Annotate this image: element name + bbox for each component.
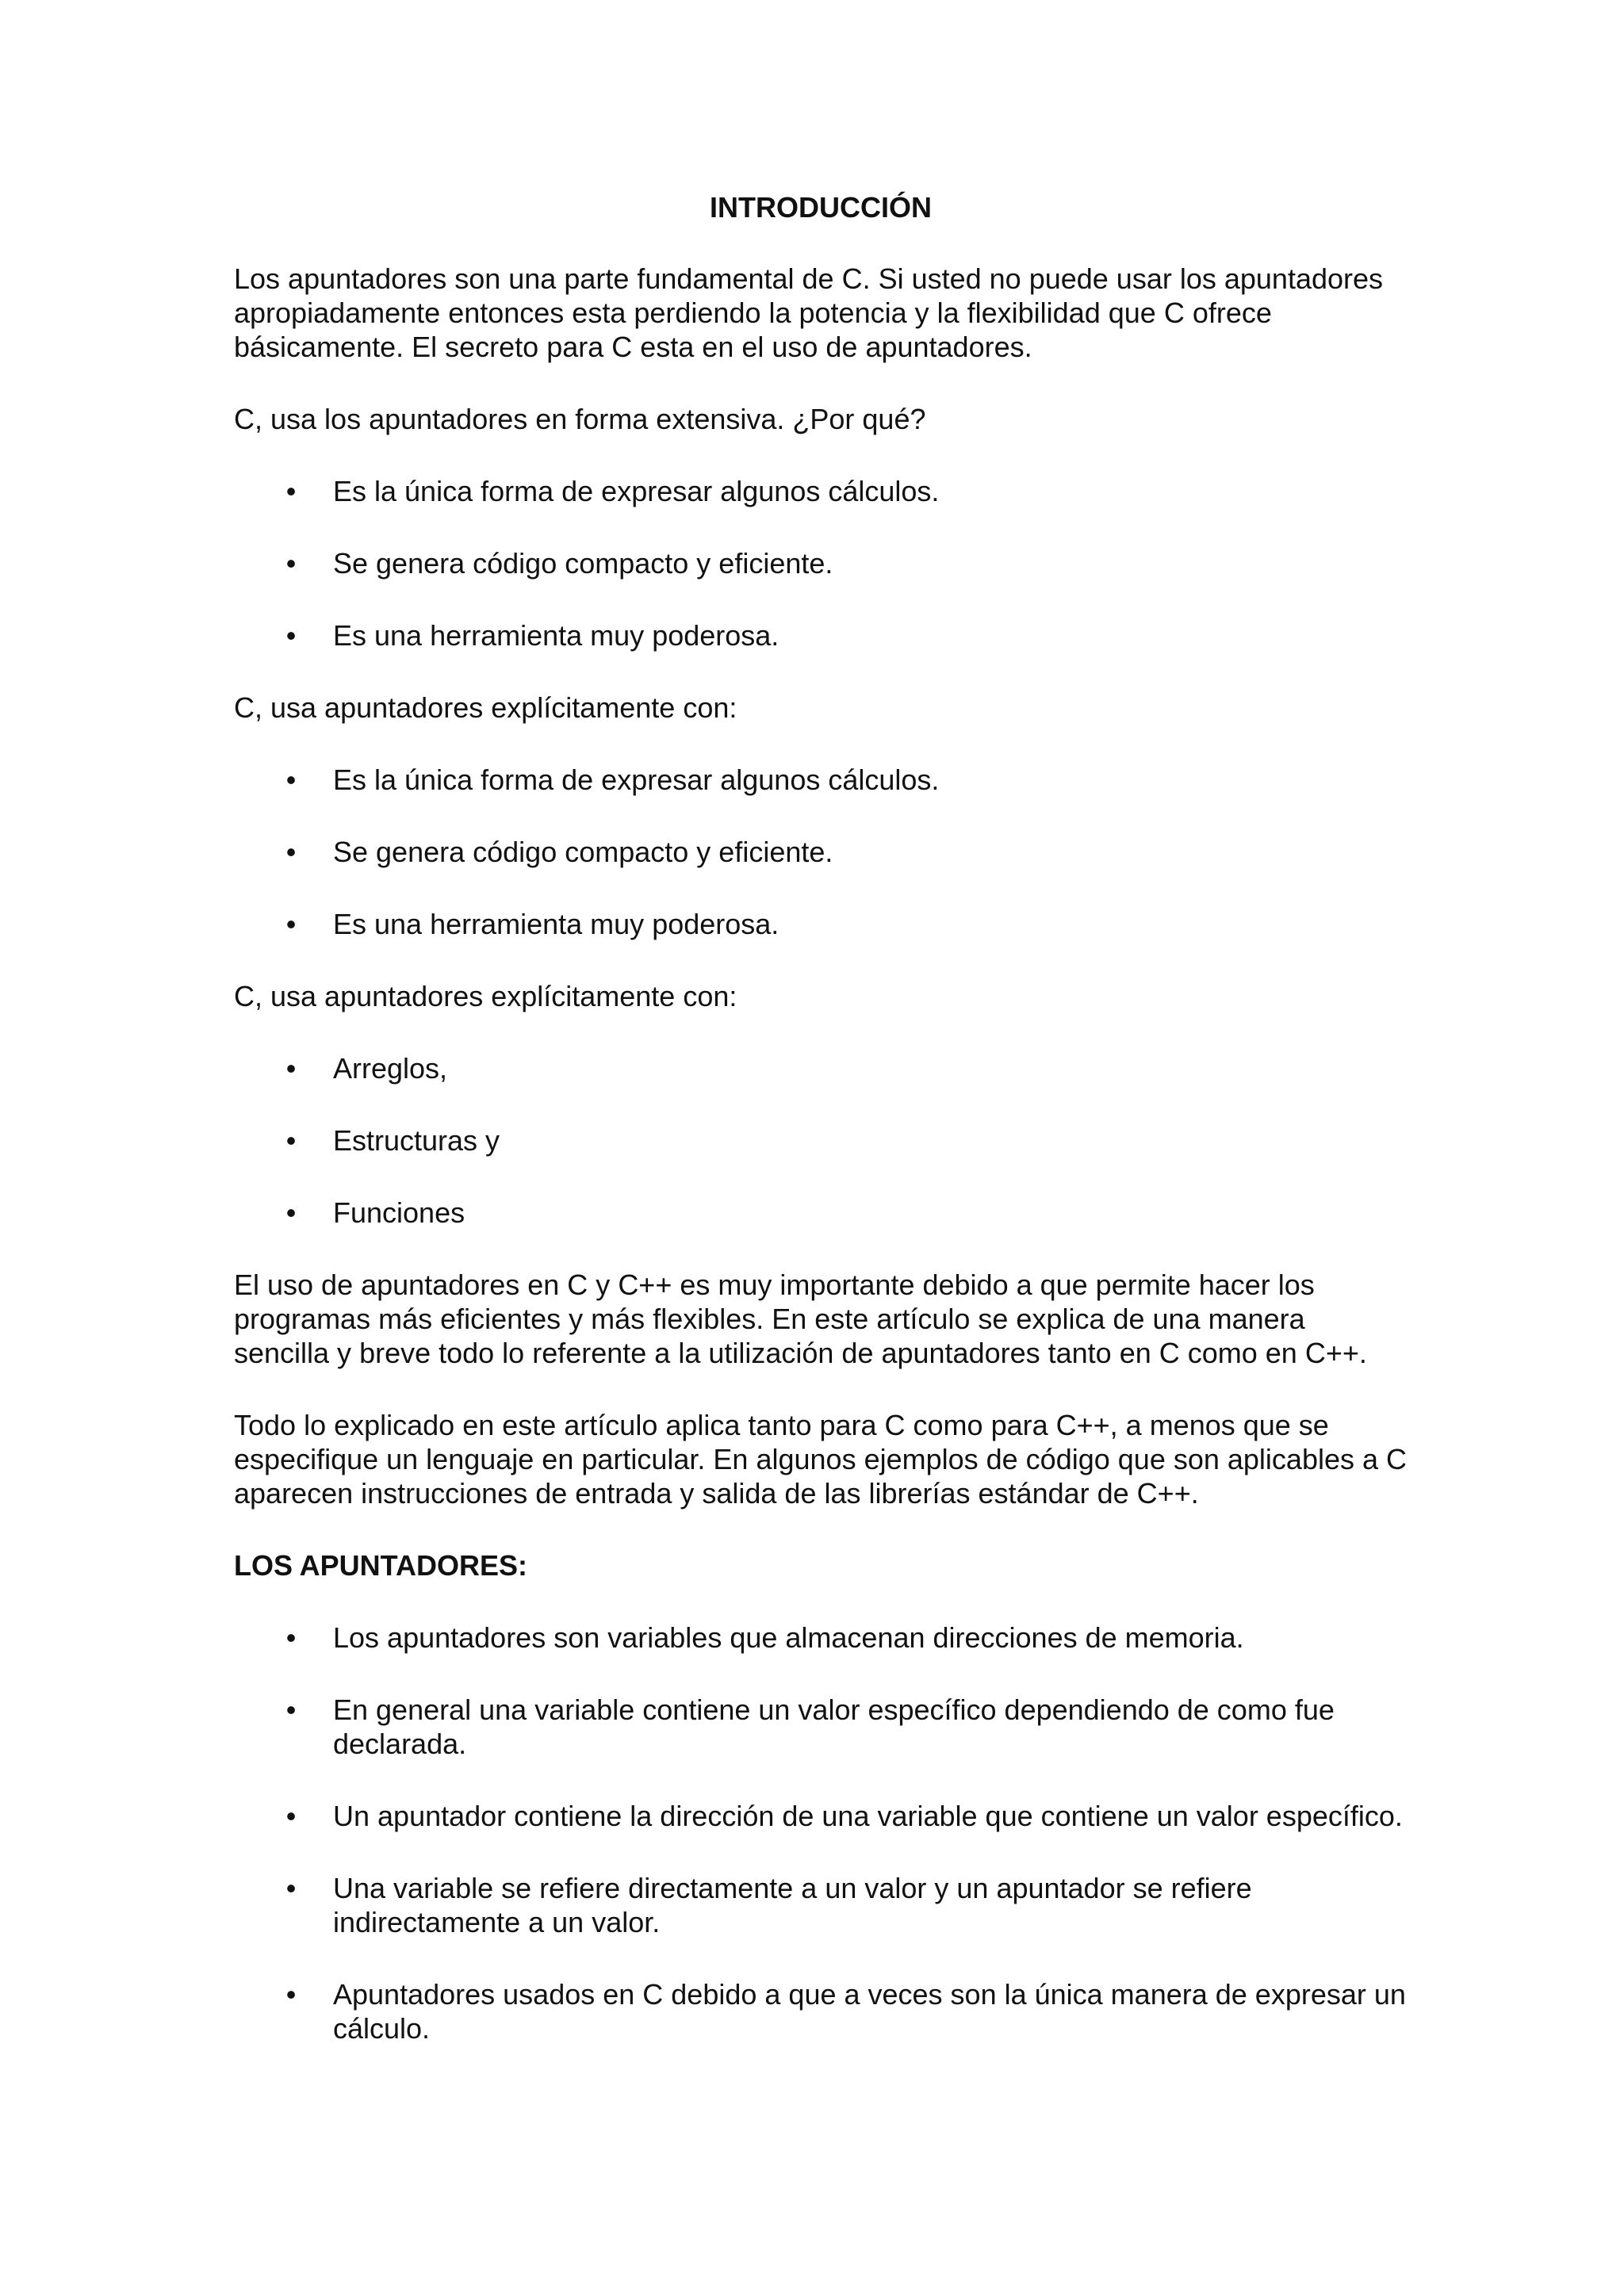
bullet-icon: • bbox=[285, 1621, 297, 1654]
list-item bbox=[234, 907, 1408, 941]
bullet-icon: • bbox=[285, 1196, 297, 1229]
intro-paragraph-1: Los apuntadores son una parte fundamental de C. Si usted no puede usar los apuntadores apropiadamente entonces esta perdiendo la potencia y la flexibilidad que C ofrece básicamente. El secreto para C esta en el uso de apuntadores. bbox=[234, 262, 1384, 363]
list-item bbox=[234, 1051, 1408, 1085]
bullet-icon: • bbox=[285, 836, 297, 868]
bullet-icon: • bbox=[285, 1872, 297, 1904]
bullet-list-3 bbox=[234, 1051, 1408, 1230]
list-item bbox=[234, 1799, 1408, 1833]
bullet-icon: • bbox=[285, 908, 297, 940]
list-item-text: Se genera código compacto y eficiente. bbox=[333, 836, 833, 868]
bullet-icon: • bbox=[285, 1800, 297, 1832]
list-item-text: Apuntadores usados en C debido a que a veces son la única manera de expresar un cálculo. bbox=[333, 1978, 1406, 2045]
list-item bbox=[234, 1693, 1408, 1761]
list-item bbox=[234, 546, 1408, 580]
list-item-text: Estructuras y bbox=[333, 1124, 500, 1157]
bullet-list-2 bbox=[234, 763, 1408, 941]
list-item-text: Es una herramienta muy poderosa. bbox=[333, 908, 779, 940]
bullet-icon: • bbox=[285, 475, 297, 507]
bullet-icon: • bbox=[285, 547, 297, 580]
bullet-icon: • bbox=[285, 1052, 297, 1085]
list-item-text: Es la única forma de expresar algunos cálculos. bbox=[333, 475, 940, 507]
list-item-text: Los apuntadores son variables que almacenan direcciones de memoria. bbox=[333, 1621, 1244, 1654]
list-item bbox=[234, 1621, 1408, 1655]
bullet-icon: • bbox=[285, 1693, 297, 1726]
list-item bbox=[234, 763, 1408, 797]
document-body bbox=[234, 190, 1408, 2084]
intro-paragraph-3: C, usa apuntadores explícitamente con: bbox=[234, 691, 737, 724]
list-item-text: Funciones bbox=[333, 1196, 465, 1229]
bullet-icon: • bbox=[285, 1978, 297, 2011]
list-item-text: En general una variable contiene un valor específico dependiendo de como fue declarada. bbox=[333, 1693, 1335, 1760]
bullet-icon: • bbox=[285, 619, 297, 652]
list-item bbox=[234, 1977, 1408, 2045]
bullet-list-4 bbox=[234, 1621, 1408, 2045]
bullet-icon: • bbox=[285, 1124, 297, 1157]
list-item-text: Se genera código compacto y eficiente. bbox=[333, 547, 833, 580]
section-heading: LOS APUNTADORES: bbox=[234, 1549, 528, 1582]
list-item bbox=[234, 835, 1408, 869]
list-item bbox=[234, 1123, 1408, 1158]
list-item-text: Es la única forma de expresar algunos cálculos. bbox=[333, 763, 940, 796]
list-item bbox=[234, 618, 1408, 652]
page-title: INTRODUCCIÓN bbox=[710, 191, 932, 224]
list-item-text: Una variable se refiere directamente a un valor y un apuntador se refiere indirectamente a un valor. bbox=[333, 1872, 1252, 1938]
list-item bbox=[234, 474, 1408, 508]
list-item-text: Un apuntador contiene la dirección de una variable que contiene un valor específico. bbox=[333, 1800, 1403, 1832]
list-item bbox=[234, 1871, 1408, 1939]
list-item-text: Es una herramienta muy poderosa. bbox=[333, 619, 779, 652]
intro-paragraph-6: Todo lo explicado en este artículo aplica tanto para C como para C++, a menos que se especifique un lenguaje en particular. En algunos ejemplos de código que son aplicables a C aparecen instrucciones de entrada y salida de las librerías estándar de C++. bbox=[234, 1409, 1408, 1510]
list-item-text: Arreglos, bbox=[333, 1052, 448, 1085]
bullet-icon: • bbox=[285, 763, 297, 796]
intro-paragraph-4: C, usa apuntadores explícitamente con: bbox=[234, 980, 737, 1012]
intro-paragraph-5: El uso de apuntadores en C y C++ es muy importante debido a que permite hacer los programas más eficientes y más flexibles. En este artículo se explica de una manera sencilla y breve todo lo referente a la utilización de apuntadores tanto en C como en C++. bbox=[234, 1269, 1367, 1369]
list-item bbox=[234, 1196, 1408, 1230]
bullet-list-1 bbox=[234, 474, 1408, 652]
intro-paragraph-2: C, usa los apuntadores en forma extensiva. ¿Por qué? bbox=[234, 403, 926, 435]
